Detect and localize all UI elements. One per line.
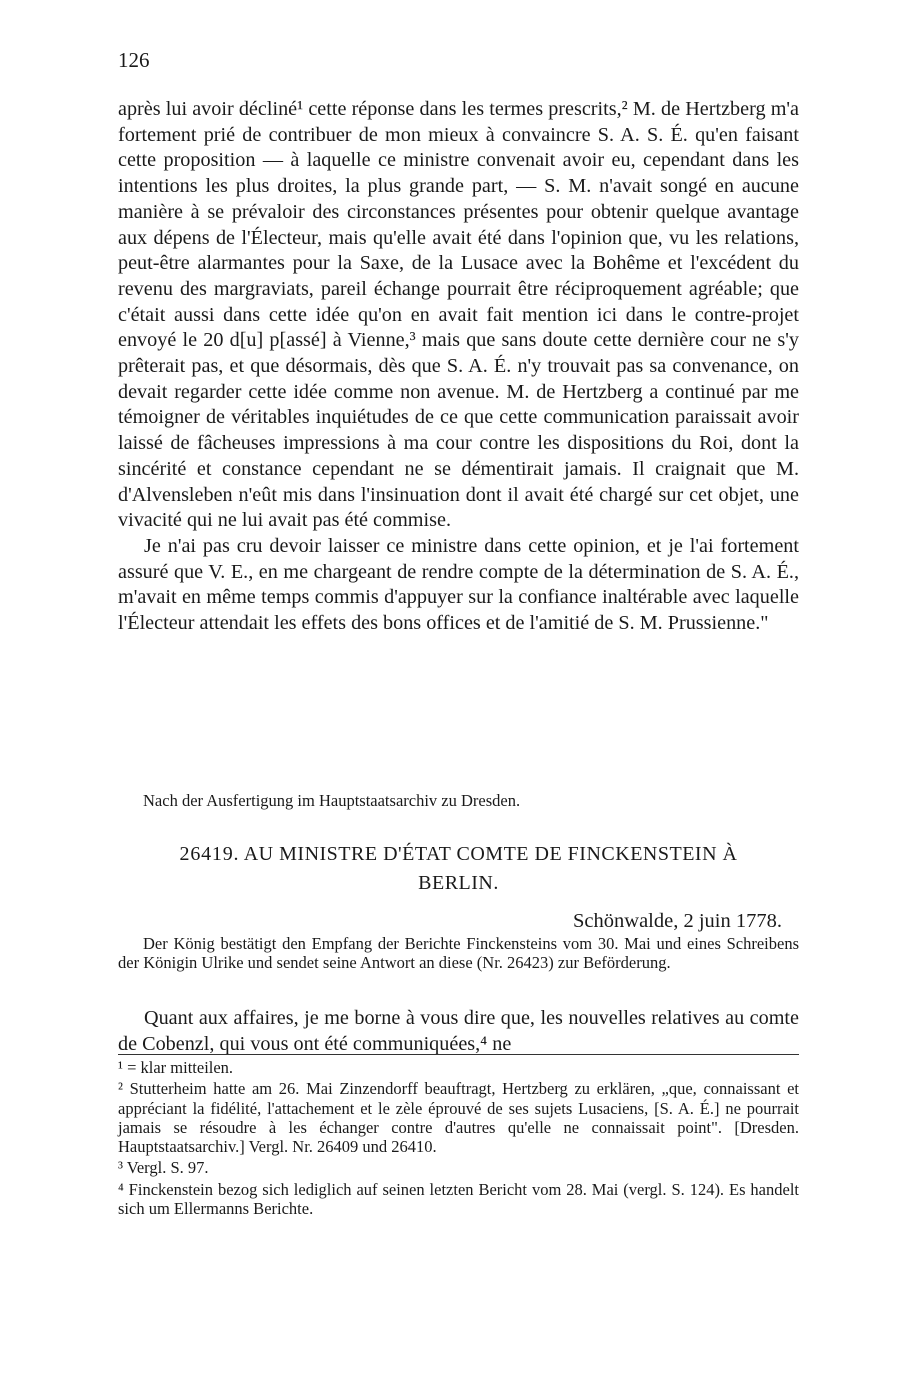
dateline: Schönwalde, 2 juin 1778. [573,910,782,932]
footnote-4: ⁴ Finckenstein bezog sich lediglich auf seinen letzten Bericht vom 28. Mai (vergl. S. 124). Es handelt sich um Ellermanns Berichte. [118,1179,799,1219]
document-heading [118,840,799,898]
document-text [118,1006,799,1057]
document-number: 26419. [179,843,240,865]
heading-line-2: BERLIN. [418,872,499,894]
footnote-1: ¹ = klar mitteilen. [118,1058,234,1077]
summary [118,934,799,973]
source-note: Nach der Ausfertigung im Hauptstaatsarchiv zu Dresden. [143,791,521,810]
document-paragraph: Quant aux affaires, je me borne à vous dire que, les nouvelles relatives au comte de Cobenzl, qui vous ont été communiquées,⁴ ne [118,1007,799,1055]
footnote-rule [118,1054,799,1055]
footnote-3: ³ Vergl. S. 97. [118,1158,209,1178]
footnote-2: ² Stutterheim hatte am 26. Mai Zinzendorff beauftragt, Hertzberg zu erklären, „que, connaissant et appréciant la fidélité, l'attachement et le zèle éprouvé de ses sujets Lusaciens, [S. A. É.] ne pourrait jamais se résoudre à les échanger contre d'autres qu'elle ne connaissait point". [Dresden. Hauptstaatsarchiv.] Vergl. Nr. 26409 und 26410. [118,1079,799,1157]
footnotes [118,1058,799,1220]
heading-line-1: AU MINISTRE D'ÉTAT COMTE DE FINCKENSTEIN À [243,843,738,865]
letter-text [118,97,799,637]
page-number: 126 [118,48,150,72]
letter-paragraph-1: après lui avoir décliné¹ cette réponse dans les termes prescrits,² M. de Hertzberg m'a fortement prié de contribuer de mon mieux à convaincre S. A. S. É. qu'en faisant cette proposition — à laquelle ce ministre convenait avoir eu, cependant dans les intentions les plus droites, la plus grande part, — S. M. n'avait songé en aucune manière à se prévaloir des circonstances présentes pour obtenir quelque avantage aux dépens de l'Électeur, mais qu'elle avait été dans l'opinion que, vu les relations, peut-être alarmantes pour la Saxe, de la Lusace avec la Bohême et l'excédent du revenu des margraviats, pareil échange pourrait être réciproquement agréable; que c'était aussi dans cette idée qu'on en avait fait mention ici dans le contre-projet envoyé le 20 d[u] p[assé] à Vienne,³ mais que sans doute cette dernière cour ne s'y prêterait pas, et que désormais, dès que S. A. É. n'y trouvait pas sa convenance, on devait regarder cette idée comme non avenue. M. de Hertzberg a continué par me témoigner de véritables inquiétudes de ce que cette communication paraissait avoir laissé de fâcheuses impressions à ma cour contre les dispositions du Roi, dont la sincérité et constance cependant ne se démentirait jamais. Il craignait que M. d'Alvensleben n'eût mis dans l'insinuation dont il avait été chargé sur cet objet, une vivacité qui ne lui avait pas été commise. [118,98,799,532]
letter-paragraph-2: Je n'ai pas cru devoir laisser ce ministre dans cette opinion, et je l'ai fortement assuré que V. E., en me chargeant de rendre compte de la détermination de S. A. É., m'avait en même temps commis d'appuyer sur la confiance inaltérable avec laquelle l'Électeur attendait les effets des bons offices et de l'amitié de S. M. Prussienne." [118,534,799,635]
summary-text: Der König bestätigt den Empfang der Berichte Finckensteins vom 30. Mai und eines Schreibens der Königin Ulrike und sendet seine Antwort an diese (Nr. 26423) zur Beförderung. [118,934,799,973]
